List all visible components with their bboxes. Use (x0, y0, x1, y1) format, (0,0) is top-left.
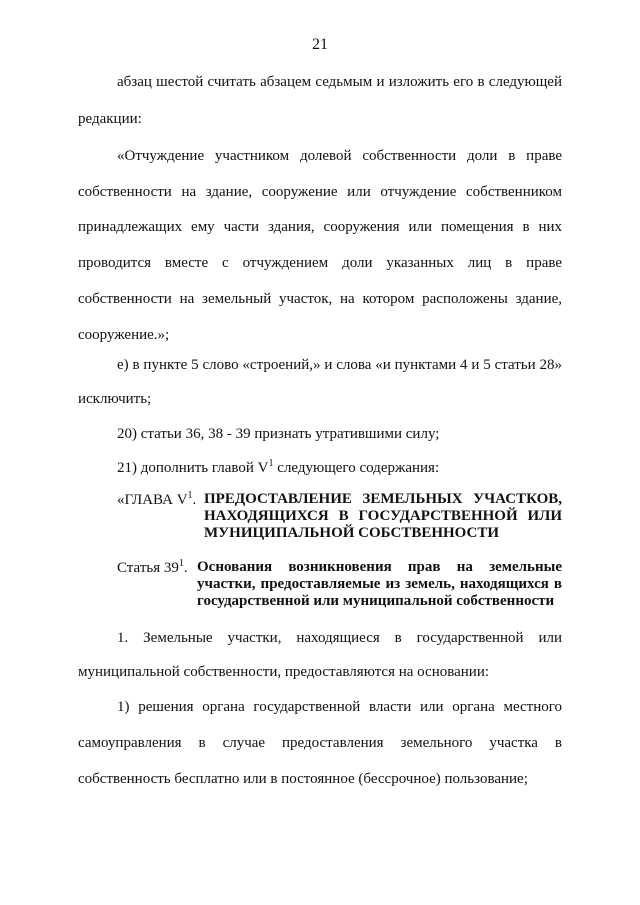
line-text: следующего содержания: (273, 460, 440, 476)
paragraph-line: собственность бесплатно или в постоянное (бессрочное) пользование; (78, 771, 528, 787)
paragraph-line: собственности на здание, сооружение или отчуждение собственником (78, 184, 562, 200)
article-label-text: . (183, 560, 188, 576)
superscript: 1 (187, 490, 193, 501)
paragraph-line: сооружение.»; (78, 327, 170, 343)
chapter-label (117, 491, 196, 509)
article-label-text: Статья 39 (117, 560, 179, 576)
paragraph-line: собственности на земельный участок, на котором расположены здание, (78, 291, 562, 307)
article-title (197, 559, 562, 610)
paragraph-line: редакции: (78, 111, 142, 127)
article-label (117, 559, 188, 577)
paragraph-line: е) в пункте 5 слово «строений,» и слова «и пунктами 4 и 5 статьи 28» (117, 357, 562, 373)
paragraph-line: абзац шестой считать абзацем седьмым и изложить его в следующей (117, 74, 562, 90)
article-title-line: государственной или муниципальной собственности (197, 593, 555, 609)
chapter-title (204, 491, 562, 542)
superscript: 1 (178, 558, 184, 569)
paragraph-line: самоуправления в случае предоставления земельного участка в (78, 735, 562, 751)
chapter-title-line: МУНИЦИПАЛЬНОЙ СОБСТВЕННОСТИ (204, 525, 500, 541)
chapter-title-line: НАХОДЯЩИХСЯ В ГОСУДАРСТВЕННОЙ ИЛИ (204, 508, 562, 524)
article-title-line: участки, предоставляемые из земель, находящихся в (197, 576, 562, 592)
paragraph-line: муниципальной собственности, предоставляются на основании: (78, 664, 490, 680)
chapter-label-text: . (192, 492, 197, 508)
chapter-label-text: «ГЛАВА V (117, 492, 188, 508)
paragraph-line: принадлежащих ему части здания, сооружения или помещения в них (78, 219, 562, 235)
line-text: 21) дополнить главой V (117, 460, 269, 476)
paragraph-line: 1) решения органа государственной власти или органа местного (117, 699, 562, 715)
paragraph-line: 1. Земельные участки, находящиеся в государственной или (117, 630, 562, 646)
superscript: 1 (268, 458, 274, 469)
paragraph-line: исключить; (78, 391, 152, 407)
paragraph-line: «Отчуждение участником долевой собственности доли в праве (117, 148, 562, 164)
article-title-line: Основания возникновения прав на земельные (197, 559, 562, 575)
chapter-title-line: ПРЕДОСТАВЛЕНИЕ ЗЕМЕЛЬНЫХ УЧАСТКОВ, (204, 491, 562, 507)
paragraph-line: 20) статьи 36, 38 - 39 признать утратившими силу; (117, 426, 440, 442)
paragraph-line: проводится вместе с отчуждением доли указанных лиц в праве (78, 255, 562, 271)
paragraph-line (117, 459, 562, 477)
page-number: 21 (312, 36, 328, 53)
